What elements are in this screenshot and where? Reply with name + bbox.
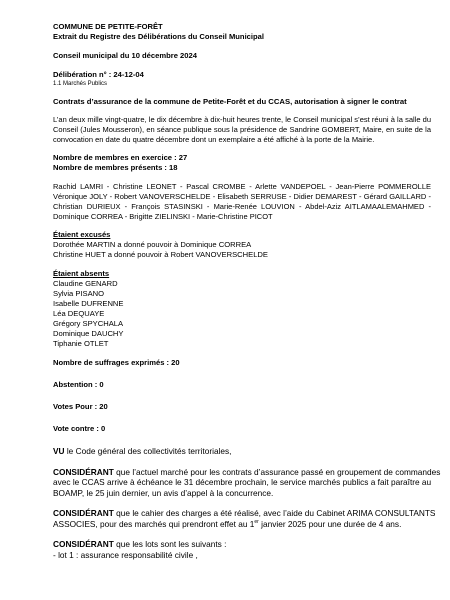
objet-title: Contrats d’assurance de la commune de Petite-Forêt et du CCAS, autorisation à signer le contrat [53,97,407,106]
considerant-text: ASSOCIES, pour des marchés qui prendront effet au 1 [53,518,255,529]
excuses-title: Étaient excusés [53,230,111,239]
conseil-date: Conseil municipal du 10 décembre 2024 [53,51,197,60]
absent-item: Grégory SPYCHALA [53,319,124,328]
absent-item: Isabelle DUFRENNE [53,299,124,308]
intro-paragraph [53,115,431,145]
absents-title: Étaient absents [53,269,110,278]
considerant-2 [53,508,436,529]
rubrique: 1.1 Marchés Publics [53,81,108,87]
considerant-label: CONSIDÉRANT [53,539,114,549]
suffrages-exprimes: Nombre de suffrages exprimés : 20 [53,358,180,367]
absent-item: Sylvia PISANO [53,289,105,298]
excuse-item: Dorothée MARTIN a donné pouvoir à Dominique CORREA [53,240,252,249]
presents-line: Christian DURIEUX - François STASINSKI - Marie-Renée LOUVION - Abdel-Aziz AITLAMAALEMAHMED - [53,202,431,211]
abstention-count: Abstention : 0 [53,380,104,389]
deliberation-number: Délibération n° : 24-12-04 [53,70,144,79]
considerant-text: que le cahier des charges a été réalisé, avec l’aide du Cabinet ARIMA CONSULTANTS [113,508,436,518]
considerant-text: avec le CCAS arrive à échéance le 31 décembre prochain, le service marchés publics a fait paraître au [53,477,432,487]
intro-line: Conseil (Jules Mousseron), en séance publique sous la présidence de Sandrine GOMBERT, Maire, en suite de la [53,125,431,134]
excuse-item: Christine HUET a donné pouvoir à Robert VANOVERSCHELDE [53,250,268,259]
deliberation-document [53,22,441,560]
absent-item: Claudine GENARD [53,279,118,288]
considerant-3 [53,539,431,560]
votes-pour: Votes Pour : 20 [53,402,108,411]
vu-text: le Code général des collectivités territoriales, [64,446,232,456]
votes-contre: Vote contre : 0 [53,424,106,433]
absent-item: Léa DEQUAYE [53,309,105,318]
absent-item: Tiphanie OTLET [53,339,109,348]
considerant-label: CONSIDÉRANT [53,466,114,477]
vu-label: VU [53,446,65,456]
commune-name: COMMUNE DE PETITE-FORÊT [53,22,163,31]
considerant-text: janvier 2025 pour une durée de 4 ans. [258,518,402,529]
absent-item: Dominique DAUCHY [53,329,124,338]
presents-line: Rachid LAMRI - Christine LEONET - Pascal CROMBE - Arlette VANDEPOEL - Jean-Pierre POMMEROLLE [53,182,431,191]
membres-presents: Nombre de membres présents : 18 [53,163,178,172]
vu-paragraph [53,446,431,457]
considerant-text: BOAMP, le 25 juin dernier, un avis d’appel à la concurrence. [53,487,274,498]
intro-line: convocation en date du quatre décembre dont un exemplaire a été affiché à la porte de la Mairie. [53,135,375,144]
presents-list [53,182,431,222]
lot-item: - lot 1 : assurance responsabilité civile , [53,549,198,560]
presents-line: Véronique JOLY - Robert VANOVERSCHELDE - Elisabeth SERRUSE - Didier DEMAREST - Gérard GAILLARD - [53,192,431,201]
considerant-text: que les lots sont les suivants : [113,539,227,549]
membres-exercice: Nombre de membres en exercice : 27 [53,153,188,162]
considerant-text: que l’actuel marché pour les contrats d’assurance passé en groupement de commandes [113,466,441,477]
ordinal-suffix: er [254,518,259,525]
intro-line: L’an deux mille vingt-quatre, le dix décembre à dix-huit heures trente, le Conseil municipal s’est réuni à la salle du [53,115,431,124]
considerant-label: CONSIDÉRANT [53,508,114,518]
presents-line: Dominique CORREA - Brigitte ZIELINSKI - Marie-Christine PICOT [53,212,273,221]
registre-title: Extrait du Registre des Délibérations du Conseil Municipal [53,32,264,41]
considerant-1 [53,466,441,499]
